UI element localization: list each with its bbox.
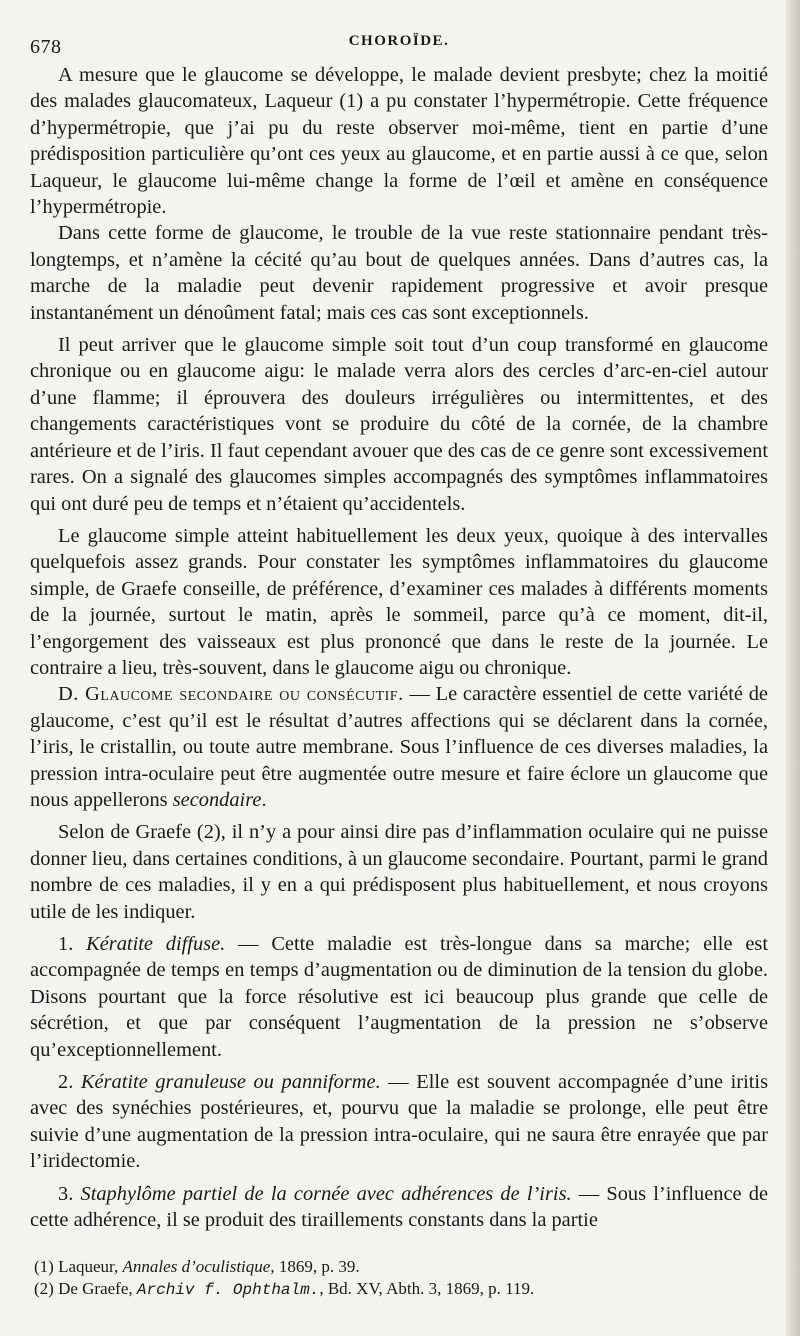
section-heading: D. Glaucome secondaire ou consécutif.	[58, 683, 404, 706]
paragraph-both-eyes: Le glaucome simple atteint habituellement les deux yeux, quoique à des intervalles quelquefois assez grands. Pour constater les symptômes inflammatoires du glaucome simple, de Graefe conseille, de préférence, d’examiner ces malades à différents moments de la journée, surtout le matin, après le sommeil, parce qu’à ce moment, dit-il, l’engorgement des vaisseaux est plus prononcé que dans le reste de la journée. Le contraire a lieu, très-souvent, dans le glaucome aigu ou chronique.	[30, 524, 768, 679]
footnote-1: (1) Laqueur, Annales d’oculistique, 1869, p. 39.	[34, 1257, 360, 1276]
footnote-2: (2) De Graefe, Archiv f. Ophthalm., Bd. XV, Abth. 3, 1869, p. 119.	[34, 1279, 535, 1299]
running-head: CHOROÏDE.	[348, 33, 450, 49]
list-item-staphylome: 3. Staphylôme partiel de la cornée avec adhérences de l’iris. — Sous l’influence de cette adhérence, il se produit des tiraillements constants dans la partie	[30, 1182, 769, 1232]
page-number: 678	[30, 36, 62, 58]
list-item-keratite-granuleuse: 2. Kératite granuleuse ou panniforme. — Elle est souvent accompagnée d’une iritis avec des synéchies postérieures, et, pourvu que la maladie se prolonge, elle peut être suivie d’une augmentation de la pression intra-oculaire, qui ne saura être enrayée que par l’iridectomie.	[30, 1071, 769, 1173]
list-item-keratite-diffuse: 1. Kératite diffuse. — Cette maladie est très-longue dans sa marche; elle est accompagnée de temps en temps d’augmentation ou de diminution de la tension du globe. Disons pourtant que la force résolutive est ici beaucoup plus grande que celle de sécrétion, et que par conséquent l’augmentation de la pression ne s’observe qu’exceptionnellement.	[30, 933, 769, 1061]
paragraph-stationary-form: Dans cette forme de glaucome, le trouble de la vue reste stationnaire pendant très-longtemps, et n’amène la cécité qu’au bout de quelques années. Dans d’autres cas, la marche de la maladie peut devenir rapidement progressive et avoir presque instantanément un dénoûment fatal; mais ces cas sont exceptionnels.	[30, 222, 768, 324]
paragraph-transformation: Il peut arriver que le glaucome simple soit tout d’un coup transformé en glaucome chronique ou en glaucome aigu: le malade verra alors des cercles d’arc-en-ciel autour d’une flamme; il éprouvera des douleurs irrégulières ou intermittentes, et des changements caractéristiques vont se produire du côté de la cornée, de la chambre antérieure et de l’iris. Il faut cependant avouer que des cas de ce genre sont excessivement rares. On a signalé des glaucomes simples accompagnés des symptômes inflammatoires qui ont duré peu de temps et n’étaient qu’accidentels.	[30, 334, 768, 515]
paragraph-de-graefe: Selon de Graefe (2), il n’y a pour ainsi dire pas d’inflammation oculaire qui ne puisse donner lieu, dans certaines conditions, à un glaucome secondaire. Pourtant, parmi le grand nombre de ces maladies, il y en a qui prédisposent plus habituellement, et nous croyons utile de les indiquer.	[30, 821, 768, 923]
paragraph-secondary-glaucoma: D. Glaucome secondaire ou consécutif. — Le caractère essentiel de cette variété de glaucome, c’est qu’il est le résultat d’autres affections qui se déclarent dans la cornée, l’iris, le cristallin, ou toute autre membrane. Sous l’influence de ces diverses maladies, la pression intra-oculaire peut être augmentée outre mesure et faire éclore un glaucome que nous appellerons secondaire.	[30, 683, 768, 811]
page-header	[30, 30, 768, 60]
paragraph-presbyopia: A mesure que le glaucome se développe, le malade devient presbyte; chez la moitié des malades glaucomateux, Laqueur (1) a pu constater l’hypermétropie. Cette fréquence d’hypermétropie, que j’ai pu du reste observer moi-même, tient en partie d’une prédisposition particulière qu’ont ces yeux au glaucome, et en partie aussi à ce que, selon Laqueur, le glaucome lui-même change la forme de l’œil et amène en conséquence l’hypermétropie.	[30, 64, 768, 219]
footnotes	[30, 1256, 768, 1301]
page-edge-shadow	[786, 0, 800, 1336]
body-text	[30, 62, 768, 1233]
